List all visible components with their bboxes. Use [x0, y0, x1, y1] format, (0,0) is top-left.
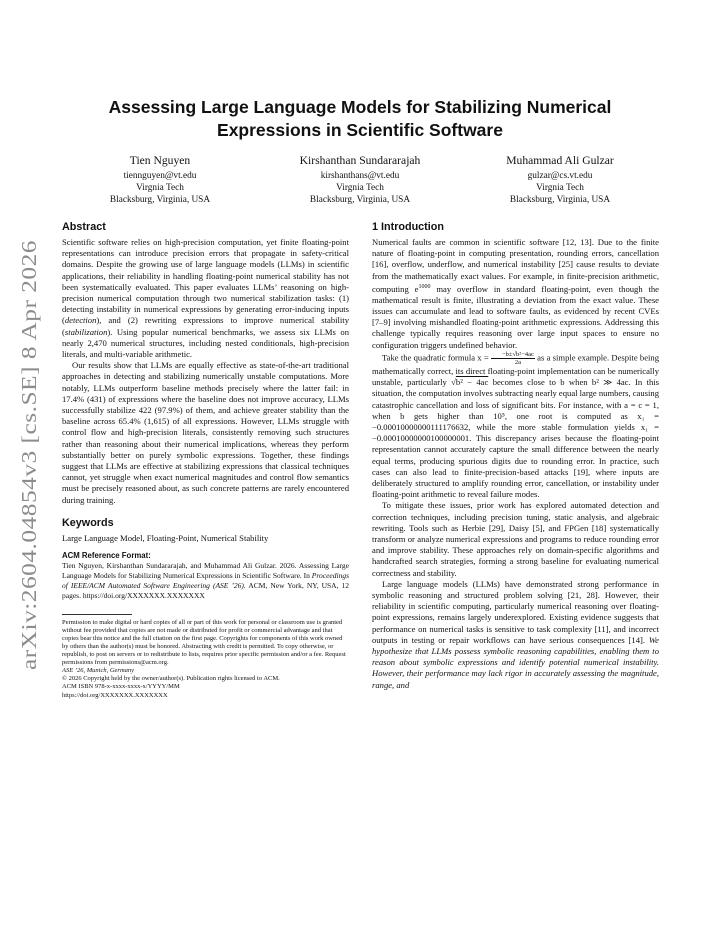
title-line-2: Expressions in Scientific Software [217, 120, 503, 140]
author-1 [60, 154, 260, 207]
keywords-list: Large Language Model, Floating-Point, Numerical Stability [62, 532, 269, 543]
intro-paragraph-2: Take the quadratic formula x = $\frac{\text{−b±√b²−4ac}}{2a}$ as a simple example. Despite being mathematically correct, its direct floating-point implementation can be numerically unstable, particularly √b² − 4ac becomes close to b when b² ≫ 4ac. In this situation, the computation involves subtracting nearly equal large numbers, causing catastrophic cancellation and loss of significant bits. For instance, with a = c = 1, when b gets higher than 10⁵, one root is computed as x₁ = −0.00010000000111176632, while the more stable formulation yields x₁ = −0.00010000000100000001. This discrepancy arises because the floating-point representation cannot accurately capture the small difference between the nearly equal terms, producing spurious digits due to rounding error. In practice, such cases can also lead to finite-precision-based attacks [19], where inputs are deliberately structured to amplify rounding error, cancellation, or instability under floating-point arithmetic to reveal failure modes. [372, 350, 659, 500]
author-name: Kirshanthan Sundararajah [299, 154, 421, 167]
arxiv-stamp [9, 240, 43, 670]
acm-reference [62, 551, 349, 601]
author-email: tiennguyen@vt.edu [123, 170, 197, 181]
paper-title [60, 96, 660, 142]
abstract-paragraph-1: Scientific software relies on high-precision computation, yet finite floating-point representations can introduce precision errors that propagate in safety-critical domains. Despite the growing use of large language models (LLMs) in scientific applications, their reliability in handling floating-point numerical stability has not been systematically evaluated. This paper evaluates LLMs’ reasoning on high-precision numerical computation through two numerical stabilization tasks: (1) detecting instability in numerical expressions by generating error-inducing inputs (detection), and (2) rewriting expressions to improve numerical stability (stabilization). Using popular numerical benchmarks, we assess six LLMs on nearly 2,470 numerical structures, including nested conditionals, high-precision literals, and multi-variable arithmetic. [62, 237, 349, 360]
doi-line: https://doi.org/XXXXXXX.XXXXXXX [62, 691, 168, 699]
permission-text: Permission to make digital or hard copies of all or part of this work for personal or classroom use is granted without fee provided that copies are not made or distributed for profit or commercial advantage and that copies bear this notice and the full citation on the first page. Copyrights for components of this work owned by others than the author(s) must be honored. Abstracting with credit is permitted. To copy otherwise, or republish, to post on servers or to redistribute to lists, requires prior specific permission and/or a fee. Request permissions from permissions@acm.org. [62, 618, 346, 667]
intro-paragraph-4: Large language models (LLMs) have demonstrated strong performance in symbolic reasoning and structured problem solving [21, 28]. However, their reliability in scientific computing, particularly numerical reasoning over floating-point expressions, remains largely underexplored. Existing evidence suggests that performance on numerical tasks is sensitive to task complexity [11], and incorrect outputs in testing or repair workflows can have serious consequences [14]. We hypothesize that LLMs possess symbolic reasoning capabilities, enabling them to reason about symbolic expressions and identify potential numerical instability. However, their performance may lack rigor in accurately assessing the magnitude, range, and [372, 578, 659, 690]
permission-footnote [62, 619, 349, 700]
author-2 [260, 154, 460, 207]
author-name: Muhammad Ali Gulzar [506, 154, 614, 167]
right-column [372, 221, 659, 691]
author-location: Blacksburg, Virginia, USA [309, 195, 411, 206]
abstract-heading: Abstract [62, 221, 106, 233]
acm-reference-text: Tien Nguyen, Kirshanthan Sundararajah, and Muhammad Ali Gulzar. 2026. Assessing Large Language Models for Stabilizing Numerical Expressions in Scientific Software. In Proceedings of IEEE/ACM Automated Software Engineering (ASE ’26). ACM, New York, NY, USA, 12 pages. https://doi.org/XXXXXXX.XXXXXXX [62, 561, 349, 600]
author-affiliation: Virgnia Tech [136, 182, 184, 193]
footnote-divider [62, 614, 132, 615]
isbn-line: ACM ISBN 978-x-xxxx-xxxx-x/YYYY/MM [62, 683, 180, 691]
left-column [62, 221, 349, 700]
intro-paragraph-3: To mitigate these issues, prior work has explored automated detection and correction techniques, including precision tuning, static analysis, and algebraic rewriting. Tools such as Herbie [29], Daisy [5], and FPGen [18] systematically transform or analyze numerical expressions and programs to reduce rounding error and improve stability. These approaches rely on domain-specific algorithms and handcrafted search strategies, forming a strong baseline for evaluating numerical correctness and stability. [372, 500, 659, 578]
arxiv-stamp-text: arXiv:2604.04854v3 [cs.SE] 8 Apr 2026 [17, 314, 41, 670]
introduction-heading: 1 Introduction [372, 221, 444, 233]
acm-reference-heading: ACM Reference Format: [62, 551, 151, 561]
intro-paragraph-1: Numerical faults are common in scientific software [12, 13]. Due to the finite nature of floating-point in computing presentation, rounding errors, cancellation [16], overflow, underflow, and numerical instability [25] cause results to deviate from the mathematically exact values. For example, in finite-precision arithmetic, computing $e^{1000}$ may overflow in standard floating-point, even though the mathematical result is finite, illustrating a deviation from the exact value. These issues can accumulate and lead to software faults, as evidenced by recent CVEs [7–9] involving mishandled floating-point arithmetic expressions. Addressing this challenge typically requires reasoning over large input spaces to ensure no configuration triggers undefined behavior. [372, 237, 659, 350]
author-email: gulzar@cs.vt.edu [527, 170, 593, 181]
author-location: Blacksburg, Virginia, USA [509, 195, 611, 206]
quadratic-formula-fraction: $\frac{\text{−b±√b²−4ac}}{2a}$ [491, 351, 535, 366]
keywords-heading: Keywords [62, 516, 114, 529]
author-affiliation: Virgnia Tech [536, 182, 584, 193]
author-name: Tien Nguyen [129, 154, 191, 167]
author-email: kirshanthans@vt.edu [320, 170, 400, 181]
author-block [60, 154, 660, 207]
abstract-paragraph-2: Our results show that LLMs are equally effective as state-of-the-art traditional approaches in detecting and stabilizing numerically unstable computations. More notably, LLMs outperform baseline methods precisely where the latter fail: in 17.4% (431) of expressions where the baseline does not improve accuracy, LLMs successfully stabilize 422 (97.9%) of them, and achieve greater stability than the baseline across 65.4% (1,615) of all expressions. However, LLMs struggle with control flow and high-precision literals, consistently removing such structures rather than reasoning about their numerical implications, whereas they perform substantially better on purely symbolic expressions. Together, these findings suggest that LLMs are effective at stabilizing expressions that classical techniques cannot, yet struggle when exact numerical magnitudes and control flow semantics must be precisely reasoned about, as such concrete patterns are rarely encountered during training. [62, 360, 349, 505]
copyright-line: © 2026 Copyright held by the owner/author(s). Publication rights licensed to ACM. [62, 675, 280, 683]
author-3 [460, 154, 660, 207]
author-affiliation: Virgnia Tech [336, 182, 384, 193]
title-line-1: Assessing Large Language Models for Stabilizing Numerical [108, 97, 612, 117]
author-location: Blacksburg, Virginia, USA [109, 195, 211, 206]
conference-line: ASE ’26, Munich, Germany [62, 667, 135, 675]
